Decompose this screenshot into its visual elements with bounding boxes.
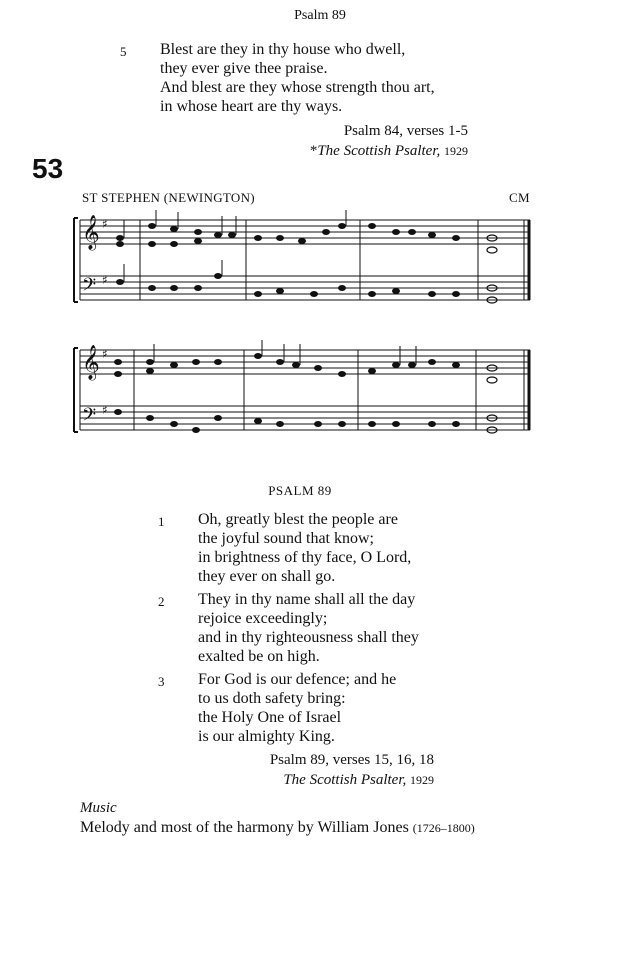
svg-text:♯: ♯ bbox=[102, 347, 108, 361]
psalm89-source: Psalm 89, verses 15, 16, 18 bbox=[269, 752, 434, 768]
verse-line: rejoice exceedingly; bbox=[198, 610, 328, 627]
verse-line: and in thy righteousness shall they bbox=[198, 629, 419, 646]
verse-number: 3 bbox=[158, 674, 165, 689]
music-label: Music bbox=[80, 800, 117, 816]
verse-line: in brightness of thy face, O Lord, bbox=[198, 549, 412, 566]
translation-year: 1929 bbox=[410, 773, 434, 787]
svg-text:♯: ♯ bbox=[102, 217, 108, 231]
svg-text:♯: ♯ bbox=[102, 273, 108, 287]
verse-line: the Holy One of Israel bbox=[198, 709, 342, 726]
meter: CM bbox=[509, 190, 530, 205]
translation-name: The Scottish Psalter, bbox=[317, 143, 441, 159]
psalm-heading: PSALM 89 bbox=[268, 483, 332, 498]
music-system-1 bbox=[0, 200, 640, 320]
psalm89-translation bbox=[283, 772, 434, 789]
verse-line: to us doth safety bring: bbox=[198, 690, 346, 707]
verse-number: 5 bbox=[120, 44, 127, 59]
verse-line: they ever on shall go. bbox=[198, 568, 336, 585]
hymn-number: 53 bbox=[32, 153, 64, 184]
music-credit-text: Melody and most of the harmony by William Jones bbox=[80, 819, 409, 836]
translation-year: 1929 bbox=[444, 144, 468, 158]
verse-line: And blest are they whose strength thou art, bbox=[160, 79, 435, 96]
svg-text:𝄞: 𝄞 bbox=[82, 215, 100, 250]
verse-line: they ever give thee praise. bbox=[160, 60, 328, 77]
verse-line: is our almighty King. bbox=[198, 728, 335, 745]
psalm84-translation bbox=[310, 143, 468, 160]
tune-name: ST STEPHEN (NEWINGTON) bbox=[82, 190, 255, 205]
svg-text:𝄢: 𝄢 bbox=[82, 405, 97, 430]
svg-text:𝄞: 𝄞 bbox=[82, 345, 100, 380]
translation-marker: * bbox=[309, 143, 318, 159]
translation-name: The Scottish Psalter, bbox=[283, 772, 407, 788]
verse-number: 2 bbox=[158, 594, 165, 609]
psalm84-source: Psalm 84, verses 1-5 bbox=[343, 123, 468, 139]
verse-line: For God is our defence; and he bbox=[198, 671, 397, 688]
page-header: Psalm 89 bbox=[294, 8, 346, 23]
music-credit-dates: (1726–1800) bbox=[412, 821, 475, 835]
svg-text:♯: ♯ bbox=[102, 403, 108, 417]
music-system-2 bbox=[0, 330, 640, 450]
svg-text:𝄢: 𝄢 bbox=[82, 275, 97, 300]
verse-line: the joyful sound that know; bbox=[198, 530, 374, 547]
verse-line: Oh, greatly blest the people are bbox=[198, 511, 398, 528]
verse-line: They in thy name shall all the day bbox=[198, 591, 416, 608]
music-credit bbox=[80, 819, 475, 837]
verse-line: Blest are they in thy house who dwell, bbox=[160, 41, 406, 58]
verse-number: 1 bbox=[158, 514, 165, 529]
verse-line: exalted be on high. bbox=[198, 648, 320, 665]
verse-line: in whose heart are thy ways. bbox=[160, 98, 343, 115]
